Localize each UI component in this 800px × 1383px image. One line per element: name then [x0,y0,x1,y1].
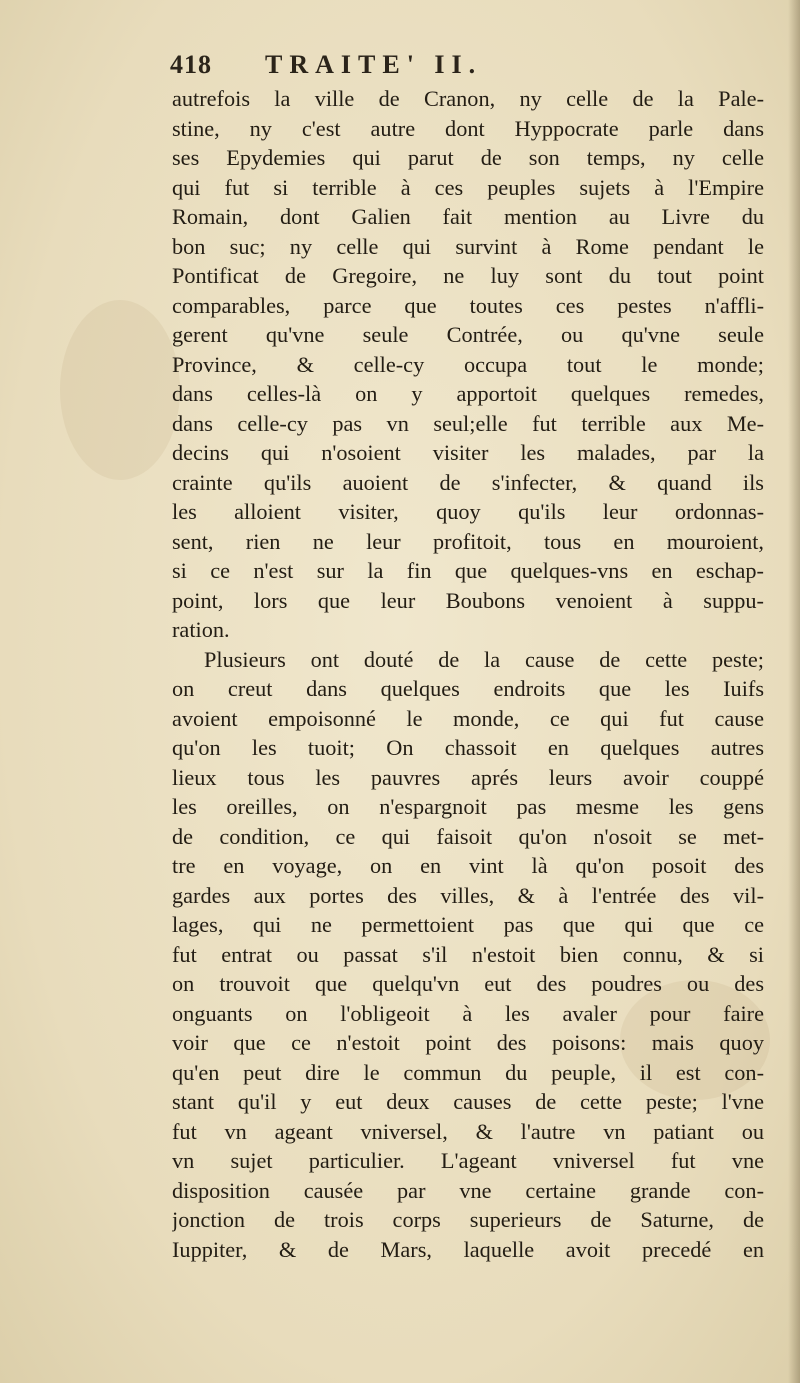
text-line: disposition causée par vne certaine grande con- [172,1177,764,1203]
page-edge-shadow [788,0,800,1383]
text-line: les oreilles, on n'espargnoit pas mesme les gens [172,794,764,819]
text-line: jonction de trois corps superieurs de Saturne, de [172,1207,764,1232]
text-line: qu'en peut dire le commun du peuple, il est con- [172,1059,764,1085]
text-line: ses Epydemies qui parut de son temps, ny celle [172,145,764,170]
page-header [170,50,650,86]
text-line: voir que ce n'estoit point des poisons: mais quoy [172,1030,764,1055]
paper-stain [60,300,180,480]
text-line: fut entrat ou passat s'il n'estoit bien connu, & si [172,941,764,967]
text-line: les alloient visiter, quoy qu'ils leur ordonnas- [172,499,764,524]
text-line: qu'on les tuoit; On chassoit en quelques autres [172,735,764,760]
text-line: tre en voyage, on en vint là qu'on posoit des [172,853,764,878]
text-line: lages, qui ne permettoient pas que qui que ce [172,912,764,937]
text-line: si ce n'est sur la fin que quelques-vns en eschap- [172,558,764,583]
text-line: Province, & celle-cy occupa tout le monde; [172,351,764,377]
text-line: avoient empoisonné le monde, ce qui fut cause [172,705,764,731]
text-line: on creut dans quelques endroits que les Iuifs [172,676,764,701]
text-line: qui fut si terrible à ces peuples sujets à l'Empire [172,174,764,200]
text-line: gardes aux portes des villes, & à l'entrée des vil- [172,882,764,908]
text-line: on trouvoit que quelqu'vn eut des poudres ou des [172,971,764,996]
text-line: Iuppiter, & de Mars, laquelle avoit precedé en [172,1236,764,1262]
text-line: Pontificat de Gregoire, ne luy sont du tout point [172,263,764,288]
text-line: autrefois la ville de Cranon, ny celle de la Pale- [172,86,764,111]
text-line: dans celle-cy pas vn seul;elle fut terrible aux Me- [172,410,764,436]
page-number: 418 [170,50,212,79]
text-line: de condition, ce qui faisoit qu'on n'osoit se met- [172,823,764,849]
text-line-paragraph-end: ration. [172,617,230,642]
body-text [172,84,764,1264]
text-line: comparables, parce que toutes ces pestes n'affli- [172,292,764,318]
text-line: stine, ny c'est autre dont Hyppocrate parle dans [172,115,764,141]
text-line: lieux tous les pauvres aprés leurs avoir couppé [172,764,764,790]
text-line: gerent qu'vne seule Contrée, ou qu'vne seule [172,322,764,347]
running-head: TRAITE' II. [265,50,483,79]
text-line: stant qu'il y eut deux causes de cette peste; l'vne [172,1089,764,1114]
text-line: bon suc; ny celle qui survint à Rome pendant le [172,233,764,259]
text-line: point, lors que leur Boubons venoient à suppu- [172,587,764,613]
text-line: fut vn ageant vniversel, & l'autre vn patiant ou [172,1118,764,1144]
text-line: dans celles-là on y apportoit quelques remedes, [172,381,764,406]
text-line: crainte qu'ils auoient de s'infecter, & quand ils [172,469,764,495]
text-line: decins qui n'osoient visiter les malades, par la [172,440,764,465]
text-line: Romain, dont Galien fait mention au Livre du [172,204,764,229]
text-line: onguants on l'obligeoit à les avaler pour faire [172,1000,764,1026]
text-line: sent, rien ne leur profitoit, tous en mouroient, [172,528,764,554]
text-line: vn sujet particulier. L'ageant vniversel fut vne [172,1148,764,1173]
text-line-paragraph-start: Plusieurs ont douté de la cause de cette peste; [204,646,764,672]
